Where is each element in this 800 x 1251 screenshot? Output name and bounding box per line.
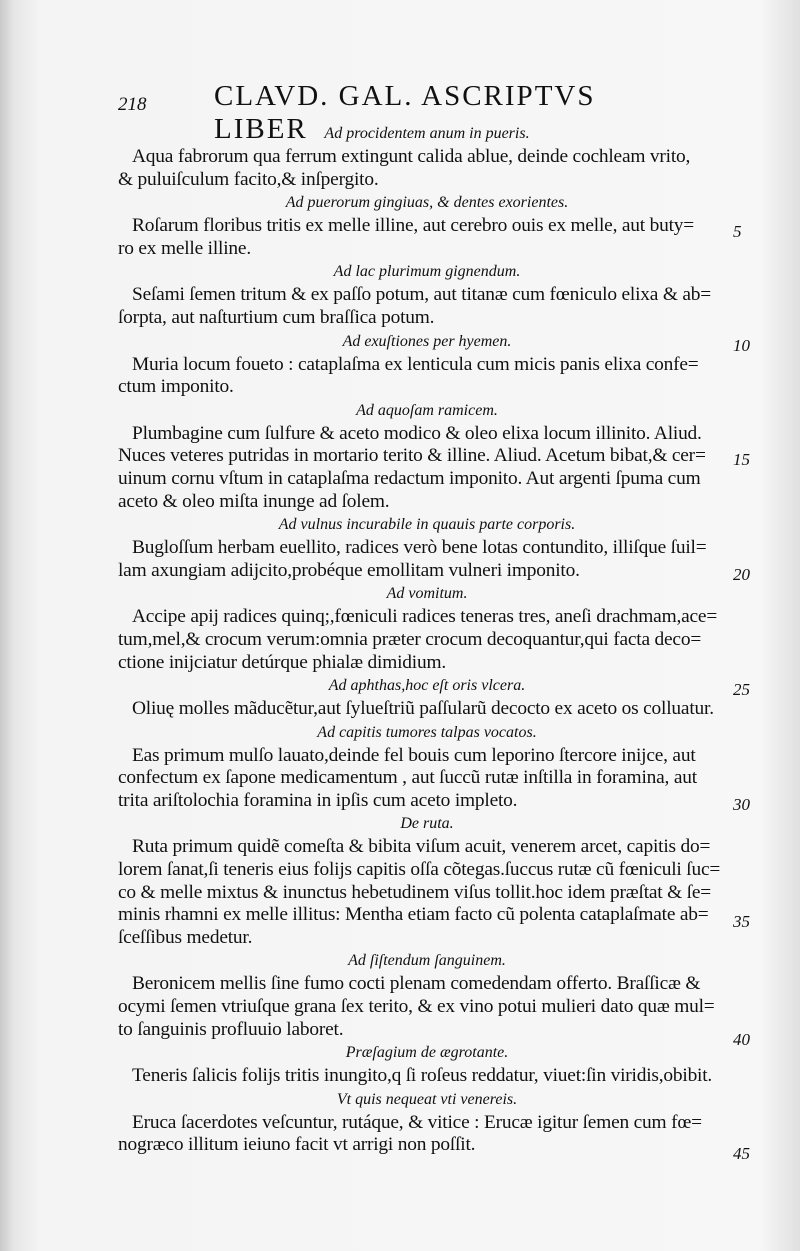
text-line: Eas primum mulſo lauato,deinde fel bouis cum leporino ſtercore inijce, aut	[132, 744, 696, 766]
recipe-entry	[118, 1088, 736, 1157]
text-line: Roſarum floribus tritis ex melle illine, aut cerebro ouis ex melle, aut buty=	[132, 215, 695, 237]
entry-heading: Ad exuſtiones per hyemen.	[342, 332, 512, 350]
text-line: Muria locum foueto : cataplaſma ex lenticula cum micis panis elixa confe=	[132, 353, 699, 375]
text-line: & puluiſculum facito,& inſpergito.	[118, 168, 379, 190]
text-line: confectum ex ſapone medicamentum , aut ſuccũ rutæ inſtilla in foramina, aut	[118, 767, 697, 789]
recipe-entry	[118, 582, 736, 674]
text-line: co & melle mixtus & inunctus hebetudinem viſus tollit.hoc idem præſtat & ſe=	[118, 881, 711, 903]
recipe-entry	[118, 399, 736, 513]
text-line: Accipe apij radices quinq;,fœniculi radices teneras tres, aneſi drachmam,ace=	[132, 606, 718, 628]
text-line: trita ariſtolochia foramina in ipſis cum aceto impleto.	[118, 789, 518, 811]
entry-heading: Ad lac plurimum gignendum.	[333, 263, 521, 281]
margin-line-number: 10	[733, 336, 750, 355]
text-line: Eruca ſacerdotes veſcuntur, rutáque, & vitice : Erucæ igitur ſemen cum fœ=	[132, 1111, 702, 1133]
entry-heading: De ruta.	[400, 815, 454, 833]
text-line: ro ex melle illine.	[118, 237, 251, 259]
text-line: ſceſſibus medetur.	[118, 926, 253, 948]
entry-heading: Ad aquoſam ramicem.	[356, 401, 498, 419]
entry-heading: Ad procidentem anum in pueris.	[324, 125, 530, 142]
text-line: Seſami ſemen tritum & ex paſſo potum, aut titanæ cum fœniculo elixa & ab=	[132, 284, 712, 306]
text-line: lorem ſanat,ſi teneris eius folijs capitis oſſa cõtegas.ſuccus rutæ cũ fœniculi ſuc=	[118, 859, 721, 881]
recipe-entry	[118, 1041, 736, 1088]
margin-line-number: 35	[733, 912, 750, 931]
text-line: nogræco illitum ieiuno facit vt arrigi non poſſit.	[118, 1134, 476, 1156]
text-line: uinum cornu vſtum in cataplaſma redactum imponito. Aut argenti ſpuma cum	[118, 467, 701, 489]
entry-heading: Ad capitis tumores talpas vocatos.	[317, 723, 537, 741]
entry-heading: Vt quis nequeat vti venereis.	[336, 1090, 518, 1108]
text-line: Oliuę molles mãducẽtur,aut ſylueſtriũ paſſularũ decocto ex aceto os colluatur.	[132, 698, 714, 720]
text-line: ctione inijciatur detúrque phialæ dimidium.	[118, 651, 446, 673]
recipe-entry	[118, 122, 736, 191]
margin-line-number: 5	[733, 222, 742, 241]
recipe-entry	[118, 674, 736, 721]
recipe-entry	[118, 812, 736, 949]
running-title: CLAVD. GAL. ASCRIPTVS LIBER	[214, 80, 596, 145]
main-text	[118, 122, 736, 1157]
margin-line-number: 15	[733, 450, 750, 469]
entry-heading: Ad aphthas,hoc eſt oris vlcera.	[328, 677, 526, 695]
text-line: Bugloſſum herbam euellito, radices verò bene lotas contundito, illiſque ſuil=	[132, 537, 707, 559]
entry-heading: Ad vulnus incurabile in quauis parte corporis.	[278, 516, 576, 534]
text-line: Teneris ſalicis folijs tritis inungito,q ſi roſeus reddatur, viuet:ſin viridis,obibit.	[132, 1065, 713, 1087]
recipe-entry	[118, 949, 736, 1041]
recipe-entry	[118, 513, 736, 582]
entry-heading: Præſagium de ægrotante.	[345, 1044, 509, 1062]
margin-line-number: 45	[733, 1144, 750, 1163]
text-line: aceto & oleo miſta inunge ad ſolem.	[118, 490, 390, 512]
entry-heading: Ad ſiſtendum ſanguinem.	[348, 952, 506, 970]
margin-line-number: 40	[733, 1030, 750, 1049]
entry-heading: Ad vomitum.	[386, 585, 468, 603]
margin-line-number: 20	[733, 565, 750, 584]
text-line: Ruta primum quidẽ comeſta & bibita viſum acuit, venerem arcet, capitis do=	[132, 836, 711, 858]
recipe-entry	[118, 330, 736, 399]
text-line: Nuces veteres putridas in mortario terito & illine. Aliud. Acetum bibat,& cer=	[118, 445, 706, 467]
recipe-entry	[118, 191, 736, 260]
recipe-entry	[118, 260, 736, 329]
text-line: lam axungiam adijcito,probéque emollitam vulneri imponito.	[118, 559, 580, 581]
text-line: Aqua fabrorum qua ferrum extingunt calida ablue, deinde cochleam vrito,	[132, 146, 691, 167]
text-line: tum,mel,& crocum verum:omnia præter crocum decoquantur,qui facta deco=	[118, 628, 702, 650]
text-line: Plumbagine cum ſulfure & aceto modico & oleo elixa locum illinito. Aliud.	[132, 422, 702, 444]
text-line: ctum imponito.	[118, 376, 234, 398]
margin-line-number: 30	[733, 795, 750, 814]
entry-heading: Ad puerorum gingiuas, & dentes exorientes.	[285, 194, 569, 212]
text-line: ſorpta, aut naſturtium cum braſſica potum.	[118, 306, 435, 328]
text-line: Beronicem mellis ſine fumo cocti plenam comedendam offerto. Braſſicæ &	[132, 973, 701, 995]
folio-number: 218	[118, 94, 147, 115]
text-line: ocymi ſemen vtriuſque grana ſex terito, & ex vino potui mulieri dato quæ mul=	[118, 996, 715, 1018]
recipe-entry	[118, 721, 736, 813]
margin-line-number: 25	[733, 680, 750, 699]
text-line: to ſanguinis profluuio laboret.	[118, 1018, 344, 1040]
text-line: minis rhamni ex melle illitus: Mentha etiam facto cũ polenta cataplaſmate ab=	[118, 904, 709, 926]
